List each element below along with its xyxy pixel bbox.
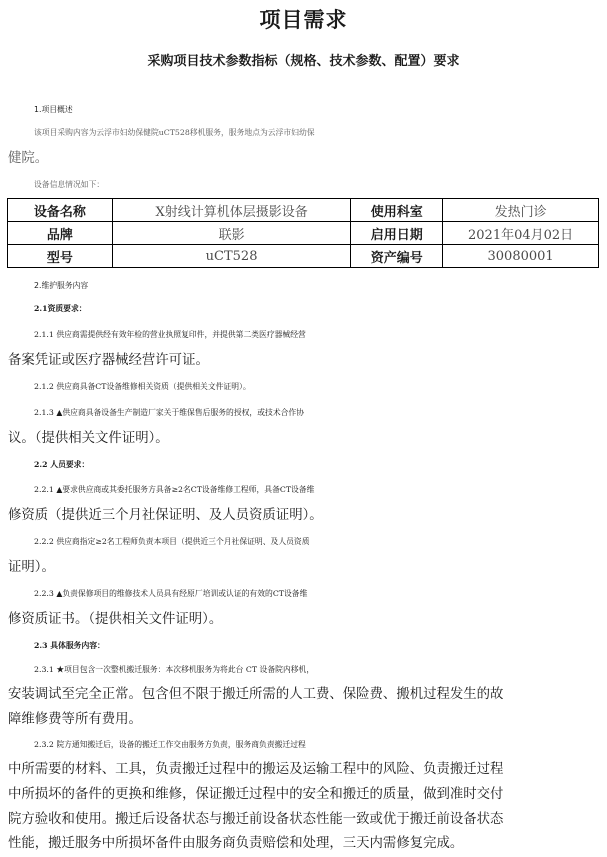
item-2-3-2-line-2: 中所需要的材料、工具，负责搬迁过程中的搬运及运输工程中的风险、负责搬迁过程 <box>8 762 504 777</box>
table-key-cell: 资产编号 <box>351 245 443 268</box>
table-value-cell: 2021年04月02日 <box>443 222 599 245</box>
overview-paragraph-line-1: 该项目采购内容为云浮市妇幼保健院uCT528移机服务，服务地点为云浮市妇幼保 <box>34 128 315 137</box>
equipment-intro: 设备信息情况如下： <box>34 180 105 189</box>
section-2-1-heading: 2.1资质要求： <box>34 304 87 313</box>
table-value-cell: 联影 <box>112 222 351 245</box>
item-2-3-1-line-2: 安装调试至完全正常。包含但不限于搬迁所需的人工费、保险费、搬机过程发生的故 <box>8 687 504 702</box>
table-row <box>8 222 599 245</box>
table-value-cell: 发热门诊 <box>443 199 599 222</box>
overview-paragraph-line-2: 健院。 <box>8 151 49 166</box>
equipment-info-table <box>7 198 599 268</box>
table-value-cell: X射线计算机体层摄影设备 <box>112 199 351 222</box>
item-2-2-3-line-2: 修资质证书。（提供相关文件证明）。 <box>8 612 223 627</box>
table-row <box>8 199 599 222</box>
table-key-cell: 品牌 <box>8 222 113 245</box>
item-2-3-2-line-5: 性能，搬迁服务中所损坏备件由服务商负责赔偿和处理，三天内需修复完成。 <box>8 836 464 851</box>
item-2-2-3-line-1: 2.2.3 ▲负责保修项目的维修技术人员具有经原厂培训或认证的有效的CT设备维 <box>34 589 308 598</box>
item-2-1-2-line-1: 2.1.2 供应商具备CT设备维修相关资质（提供相关文件证明）。 <box>34 382 251 391</box>
item-2-2-1-line-1: 2.2.1 ▲要求供应商或其委托服务方具备≥2名CT设备维修工程师，具备CT设备维 <box>34 485 315 494</box>
table-value-cell: 30080001 <box>443 245 599 268</box>
item-2-1-3-line-2: 议。（提供相关文件证明）。 <box>8 431 169 446</box>
item-2-2-1-line-2: 修资质（提供近三个月社保证明、及人员资质证明）。 <box>8 508 323 523</box>
item-2-3-1-line-1: 2.3.1 ★项目包含一次整机搬迁服务：本次移机服务为将此台 CT 设备院内移机， <box>34 665 315 674</box>
item-2-1-3-line-1: 2.1.3 ▲供应商具备设备生产制造厂家关于维保售后服务的授权，或技术合作协 <box>34 408 305 417</box>
item-2-2-2-line-2: 证明）。 <box>8 560 55 575</box>
table-key-cell: 启用日期 <box>351 222 443 245</box>
item-2-3-2-line-1: 2.3.2 院方通知搬迁后，设备的搬迁工作交由服务方负责，服务商负责搬迁过程 <box>34 740 306 749</box>
section-2-heading: 2.维护服务内容 <box>34 281 89 290</box>
item-2-1-1-line-1: 2.1.1 供应商需提供经有效年检的营业执照复印件，并提供第二类医疗器械经营 <box>34 330 306 339</box>
table-key-cell: 型号 <box>8 245 113 268</box>
table-row <box>8 245 599 268</box>
table-value-cell: uCT528 <box>112 245 351 268</box>
item-2-1-1-line-2: 备案凭证或医疗器械经营许可证。 <box>8 353 209 368</box>
section-2-3-heading: 2.3 具体服务内容： <box>34 641 105 650</box>
item-2-2-2-line-1: 2.2.2 供应商指定≥2名工程师负责本项目（提供近三个月社保证明、及人员资质 <box>34 537 310 546</box>
item-2-3-2-line-3: 中所损坏的备件的更换和维修，保证搬迁过程中的安全和搬迁的质量，做到准时交付 <box>8 787 504 802</box>
table-key-cell: 使用科室 <box>351 199 443 222</box>
section-2-2-heading: 2.2 人员要求： <box>34 460 90 469</box>
item-2-3-1-line-3: 障维修费等所有费用。 <box>8 712 142 727</box>
document-subtitle: 采购项目技术参数指标（规格、技术参数、配置）要求 <box>147 54 460 69</box>
table-key-cell: 设备名称 <box>8 199 113 222</box>
item-2-3-2-line-4: 院方验收和使用。搬迁后设备状态与搬迁前设备状态性能一致或优于搬迁前设备状态 <box>8 812 504 827</box>
document-title: 项目需求 <box>259 8 348 32</box>
section-1-heading: 1.项目概述 <box>34 105 73 114</box>
